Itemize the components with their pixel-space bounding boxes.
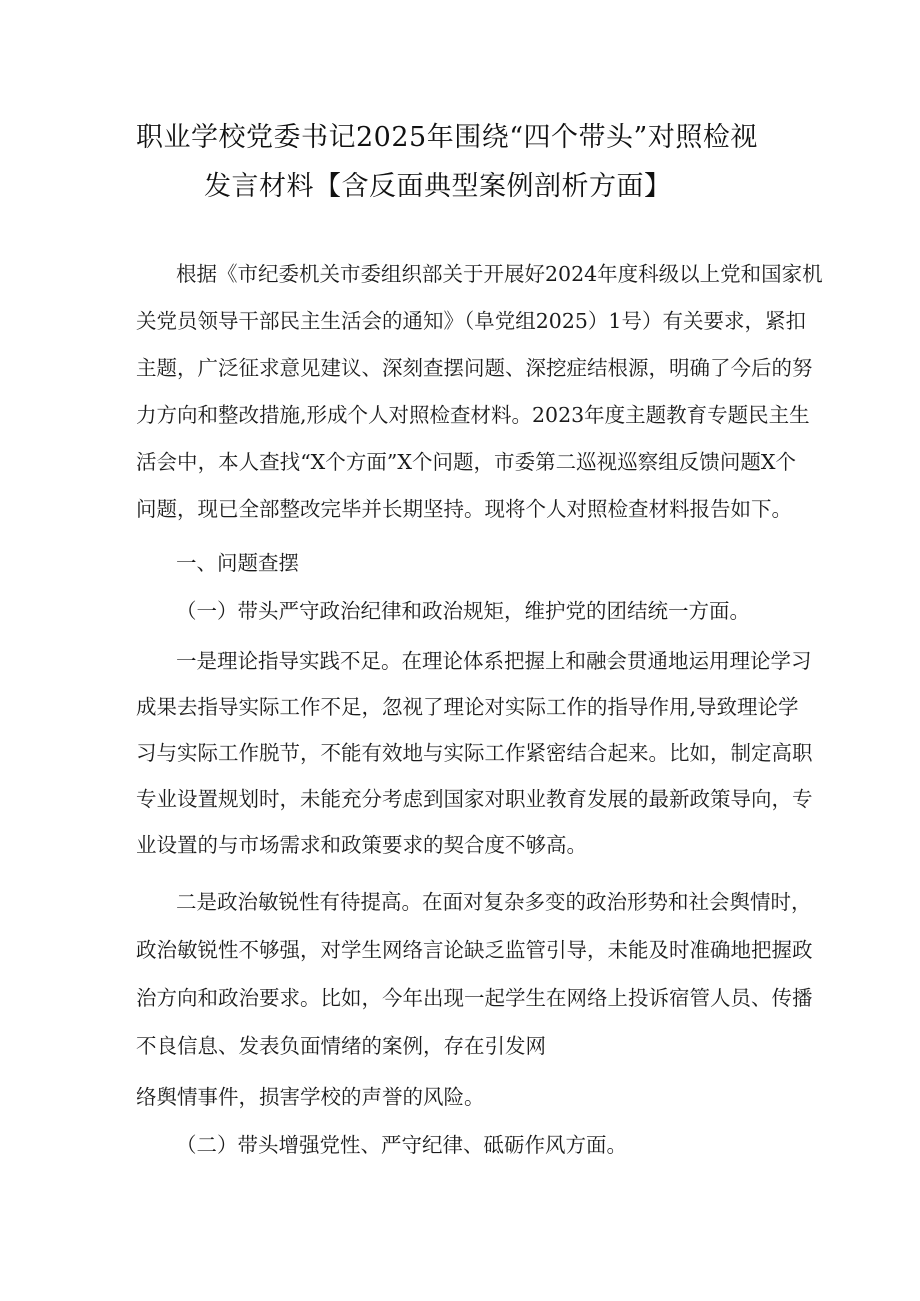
paragraph-2-line-5: 业设置的与市场需求和政策要求的契合度不够高。 xyxy=(136,833,587,857)
paragraph-3-line-5: 络舆情事件，损害学校的声誉的风险。 xyxy=(136,1085,485,1109)
document-title-line-1: 职业学校党委书记2025年围绕“四个带头”对照检视 xyxy=(136,122,758,153)
paragraph-3-line-1: 二是政治敏锐性有待提高。在面对复杂多变的政治形势和社会舆情时， xyxy=(176,890,812,914)
paragraph-1-line-5: 活会中，本人查找“X个方面”X个问题，市委第二巡视巡察组反馈问题X个 xyxy=(136,450,796,474)
paragraph-2-line-3: 习与实际工作脱节，不能有效地与实际工作紧密结合起来。比如，制定高职 xyxy=(136,741,813,765)
paragraph-3-line-4: 不良信息、发表负面情绪的案例，存在引发网 xyxy=(136,1034,546,1058)
subsection-2-heading: （二）带头增强党性、严守纪律、砥砺作风方面。 xyxy=(176,1133,627,1157)
document-title-line-2: 发言材料【含反面典型案例剖析方面】 xyxy=(204,171,672,202)
paragraph-1-line-1: 根据《市纪委机关市委组织部关于开展好2024年度科级以上党和国家机 xyxy=(176,262,823,286)
section-1-heading: 一、问题查摆 xyxy=(176,551,299,575)
paragraph-1-line-3: 主题，广泛征求意见建议、深刻查摆问题、深挖症结根源，明确了今后的努 xyxy=(136,356,813,380)
paragraph-1-line-4: 力方向和整改措施,形成个人对照检查材料。2023年度主题教育专题民主生 xyxy=(136,403,810,427)
paragraph-3-line-3: 治方向和政治要求。比如，今年出现一起学生在网络上投诉宿管人员、传播 xyxy=(136,986,813,1010)
paragraph-2-line-2: 成果去指导实际工作不足，忽视了理论对实际工作的指导作用,导致理论学 xyxy=(136,695,799,719)
paragraph-2-line-4: 专业设置规划时，未能充分考虑到国家对职业教育发展的最新政策导向，专 xyxy=(136,787,813,811)
paragraph-3-line-2: 政治敏锐性不够强，对学生网络言论缺乏监管引导，未能及时准确地把握政 xyxy=(136,938,813,962)
paragraph-1-line-2: 关党员领导干部民主生活会的通知》（阜党组2025）1号）有关要求，紧扣 xyxy=(136,309,806,333)
paragraph-1-line-6: 问题，现已全部整改完毕并长期坚持。现将个人对照检查材料报告如下。 xyxy=(136,497,792,521)
paragraph-2-line-1: 一是理论指导实践不足。在理论体系把握上和融会贯通地运用理论学习 xyxy=(176,649,812,673)
subsection-1-heading: （一）带头严守政治纪律和政治规矩，维护党的团结统一方面。 xyxy=(176,599,750,623)
